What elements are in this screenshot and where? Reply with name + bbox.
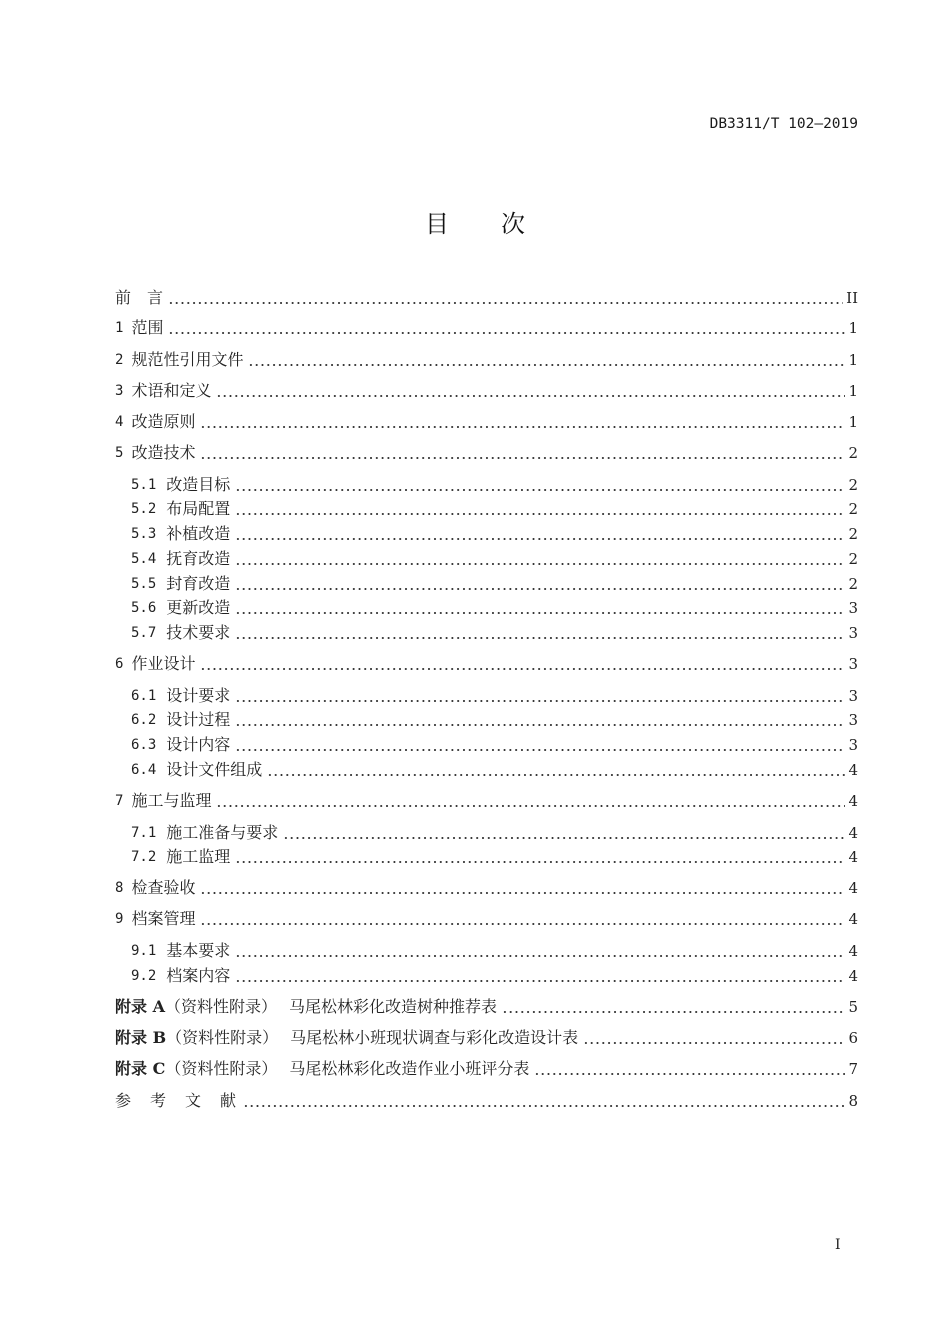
toc-entry-title: 术语和定义: [131, 381, 212, 400]
leader-dots: [235, 710, 845, 730]
toc-entry-title: 设计文件组成: [166, 760, 263, 779]
toc-subentry: [131, 499, 858, 519]
toc-entry-title: 技术要求: [166, 623, 231, 642]
toc-entry-title: 改造技术: [131, 443, 196, 462]
leader-dots: [235, 735, 845, 755]
toc-entry-page: 2: [848, 444, 858, 462]
toc-entry-page: 6: [848, 1029, 858, 1047]
toc-entry-number: 2: [115, 352, 124, 368]
toc-entry-page: 2: [848, 575, 858, 593]
toc-entry-page: 3: [848, 687, 858, 705]
toc-entry: [115, 381, 858, 401]
appendix-label: 附录 A: [115, 997, 165, 1016]
toc-subentry: [131, 941, 858, 961]
toc-entry-page: 1: [848, 413, 858, 431]
toc-entry: [115, 909, 858, 929]
toc-entry-number: 5.7: [131, 625, 157, 641]
toc-entry-title: 检查验收: [131, 878, 196, 897]
toc-entry-page: 2: [848, 550, 858, 568]
toc-entry-number: 6: [115, 656, 124, 672]
leader-dots: [235, 847, 845, 867]
toc-entry-number: 5.3: [131, 526, 157, 542]
toc-subentry: [131, 735, 858, 755]
toc-entry-number: 6.3: [131, 737, 157, 753]
toc-entry-page: 3: [848, 599, 858, 617]
toc-subentry: [131, 760, 858, 780]
toc-entry-foreword: [115, 288, 858, 308]
standard-code: DB3311/T 102—2019: [709, 116, 858, 132]
appendix-title: 马尾松林彩化改造树种推荐表: [289, 997, 498, 1016]
toc-entry-references: [115, 1091, 858, 1111]
toc-entry-title: 布局配置: [166, 499, 231, 518]
toc-appendix: [115, 1059, 858, 1079]
leader-dots: [235, 524, 845, 544]
toc-entry-title: 前 言: [115, 288, 164, 307]
leader-dots: [235, 623, 845, 643]
toc-entry-page: 2: [848, 525, 858, 543]
toc-subentry: [131, 598, 858, 618]
toc-entry-number: 1: [115, 320, 124, 336]
leader-dots: [248, 350, 845, 370]
toc-entry-title: 作业设计: [131, 654, 196, 673]
toc-entry-page: 4: [848, 824, 858, 842]
toc-entry-title: 抚育改造: [166, 549, 231, 568]
toc-entry-title: 封育改造: [166, 574, 231, 593]
leader-dots: [168, 288, 843, 308]
leader-dots: [235, 598, 845, 618]
toc-entry-title: 参 考 文 献: [115, 1091, 238, 1110]
toc-entry-page: 4: [848, 761, 858, 779]
toc-entry-title: 基本要求: [166, 941, 231, 960]
toc-entry-title: 改造原则: [131, 412, 196, 431]
footer-page-number: I: [835, 1237, 841, 1253]
toc-entry-page: 1: [848, 382, 858, 400]
toc-entry-title: 施工与监理: [131, 791, 212, 810]
toc-entry-number: 6.1: [131, 688, 157, 704]
toc-entry-page: 3: [848, 655, 858, 673]
toc-entry-page: 1: [848, 319, 858, 337]
leader-dots: [200, 443, 845, 463]
toc-entry-page: 4: [848, 792, 858, 810]
toc-entry-title: 施工准备与要求: [166, 823, 279, 842]
toc-entry-number: 5.4: [131, 551, 157, 567]
toc-subentry: [131, 710, 858, 730]
toc-entry-page: 4: [848, 848, 858, 866]
toc-entry: [115, 443, 858, 463]
toc-entry-page: 5: [848, 998, 858, 1016]
toc-entry-page: 4: [848, 910, 858, 928]
toc-entry-page: 7: [848, 1060, 858, 1078]
toc-entry-title: 规范性引用文件: [131, 350, 244, 369]
toc-entry: [115, 654, 858, 674]
toc-entry-title: 档案内容: [166, 966, 231, 985]
toc-entry-number: 6.4: [131, 762, 157, 778]
leader-dots: [235, 966, 845, 986]
page-title: 目 次: [425, 210, 539, 238]
toc-entry-title: 设计过程: [166, 710, 231, 729]
toc-subentry: [131, 574, 858, 594]
toc-entry-page: 3: [848, 711, 858, 729]
leader-dots: [235, 475, 845, 495]
toc-entry-number: 8: [115, 880, 124, 896]
toc-entry-number: 7.1: [131, 825, 157, 841]
leader-dots: [200, 412, 845, 432]
toc-entry-page: 4: [848, 967, 858, 985]
appendix-label: 附录 B: [115, 1028, 167, 1047]
toc-entry-title: 更新改造: [166, 598, 231, 617]
toc-entry-page: 2: [848, 476, 858, 494]
toc-entry-number: 9.2: [131, 968, 157, 984]
toc-entry-number: 5.1: [131, 477, 157, 493]
toc-entry-number: 7: [115, 793, 124, 809]
toc-entry-number: 9: [115, 911, 124, 927]
toc-entry: [115, 318, 858, 338]
leader-dots: [583, 1028, 845, 1048]
appendix-type: （资料性附录）: [166, 1028, 279, 1047]
toc-entry-page: 3: [848, 736, 858, 754]
leader-dots: [235, 686, 845, 706]
toc-entry-page: II: [846, 289, 858, 307]
appendix-title: 马尾松林小班现状调查与彩化改造设计表: [290, 1028, 579, 1047]
leader-dots: [235, 499, 845, 519]
leader-dots: [267, 760, 845, 780]
toc-entry-title: 补植改造: [166, 524, 231, 543]
toc-entry-number: 6.2: [131, 712, 157, 728]
toc-entry-number: 5.5: [131, 576, 157, 592]
toc-entry-page: 1: [848, 351, 858, 369]
leader-dots: [502, 997, 845, 1017]
toc-entry-number: 5: [115, 445, 124, 461]
leader-dots: [534, 1059, 845, 1079]
leader-dots: [216, 791, 845, 811]
leader-dots: [235, 549, 845, 569]
toc-entry-page: 4: [848, 942, 858, 960]
toc-subentry: [131, 847, 858, 867]
toc-entry-page: 8: [848, 1092, 858, 1110]
toc-entry-page: 2: [848, 500, 858, 518]
leader-dots: [235, 941, 845, 961]
toc-subentry: [131, 623, 858, 643]
toc-entry-title: 施工监理: [166, 847, 231, 866]
toc-entry: [115, 412, 858, 432]
toc-entry: [115, 350, 858, 370]
toc-entry-title: 范围: [131, 318, 164, 337]
toc-entry-number: 3: [115, 383, 124, 399]
appendix-type: （资料性附录）: [165, 997, 278, 1016]
toc-appendix: [115, 1028, 858, 1048]
toc-subentry: [131, 549, 858, 569]
toc-entry: [115, 791, 858, 811]
toc-entry-title: 档案管理: [131, 909, 196, 928]
toc-entry-page: 4: [848, 879, 858, 897]
leader-dots: [235, 574, 845, 594]
appendix-title: 马尾松林彩化改造作业小班评分表: [289, 1059, 530, 1078]
toc-entry-title: 设计要求: [166, 686, 231, 705]
toc-entry-title: 设计内容: [166, 735, 231, 754]
toc-appendix: [115, 997, 858, 1017]
toc-entry-title: 改造目标: [166, 475, 231, 494]
toc-entry-page: 3: [848, 624, 858, 642]
leader-dots: [216, 381, 845, 401]
toc-subentry: [131, 475, 858, 495]
toc-entry-number: 4: [115, 414, 124, 430]
toc-entry-number: 5.2: [131, 501, 157, 517]
toc-entry: [115, 878, 858, 898]
toc-subentry: [131, 823, 858, 843]
toc-subentry: [131, 686, 858, 706]
toc-entry-number: 9.1: [131, 943, 157, 959]
toc-subentry: [131, 966, 858, 986]
leader-dots: [200, 909, 845, 929]
leader-dots: [283, 823, 845, 843]
leader-dots: [243, 1091, 846, 1111]
appendix-label: 附录 C: [115, 1059, 166, 1078]
toc-entry-number: 5.6: [131, 600, 157, 616]
appendix-type: （资料性附录）: [165, 1059, 278, 1078]
leader-dots: [168, 318, 845, 338]
leader-dots: [200, 654, 845, 674]
toc-entry-number: 7.2: [131, 849, 157, 865]
leader-dots: [200, 878, 845, 898]
toc-subentry: [131, 524, 858, 544]
